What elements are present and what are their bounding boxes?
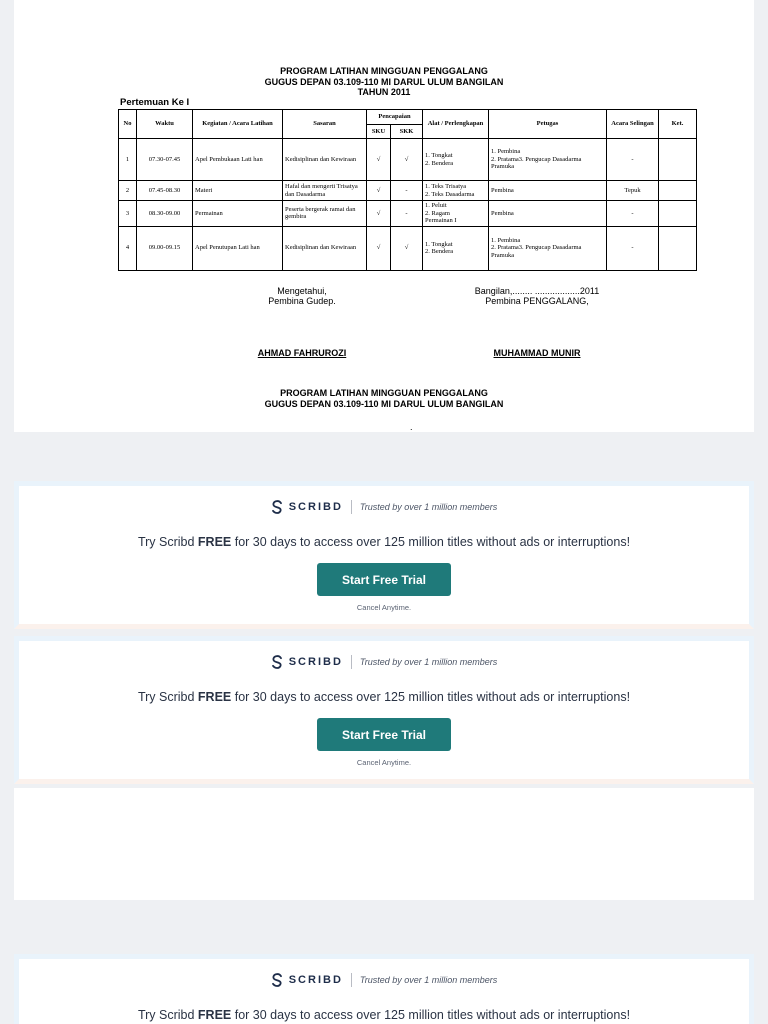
header-acara: Acara Selingan	[607, 110, 659, 139]
document-page	[14, 0, 754, 432]
scribd-logo-icon	[271, 655, 283, 669]
header-ket: Ket.	[659, 110, 697, 139]
cell-petugas: Pembina	[489, 181, 607, 201]
cell-sku: √	[367, 181, 391, 201]
header-sku: SKU	[367, 125, 391, 139]
signature-block-left	[222, 286, 382, 306]
title-line-1: PROGRAM LATIHAN MINGGUAN PENGGALANG	[280, 66, 488, 76]
trust-text: Trusted by over 1 million members	[359, 502, 498, 512]
schedule-table	[118, 109, 697, 271]
trust-text: Trusted by over 1 million members	[359, 975, 498, 985]
table-row	[119, 139, 697, 181]
cell-waktu: 08.30-09.00	[137, 201, 193, 227]
cell-alat: 1. Tongkat 2. Bendera	[423, 226, 489, 270]
cell-waktu: 07.45-08.30	[137, 181, 193, 201]
document-title-repeat	[14, 388, 754, 409]
signature-left-line2: Pembina Gudep.	[268, 296, 336, 306]
trust-text: Trusted by over 1 million members	[359, 657, 498, 667]
scribd-promo-banner	[14, 481, 754, 629]
cell-no: 1	[119, 139, 137, 181]
title-line-3: TAHUN 2011	[357, 87, 411, 97]
cell-kegiatan: Apel Pembukaan Lati han	[193, 139, 283, 181]
cell-sku: √	[367, 201, 391, 227]
cell-skk: -	[391, 201, 423, 227]
cell-acara: -	[607, 139, 659, 181]
cell-kegiatan: Permainan	[193, 201, 283, 227]
brand-divider	[351, 973, 352, 987]
cell-acara: -	[607, 201, 659, 227]
document-page-blank	[14, 788, 754, 900]
title-line-2: GUGUS DEPAN 03.109-110 MI DARUL ULUM BANGILAN	[264, 76, 504, 87]
promo-message-free: FREE	[197, 1008, 232, 1022]
cell-petugas: 1. Pembina 2. Pratama3. Pengucap Dasadarma Pramuka	[489, 139, 607, 181]
scribd-brand: SCRIBD	[288, 974, 343, 986]
scribd-promo-banner	[14, 636, 754, 784]
cancel-anytime-text: Cancel Anytime.	[356, 758, 412, 767]
title-repeat-line-1: PROGRAM LATIHAN MINGGUAN PENGGALANG	[280, 388, 488, 398]
promo-message-free: FREE	[197, 690, 232, 704]
meeting-label: Pertemuan Ke I	[120, 97, 190, 108]
cell-sku: √	[367, 226, 391, 270]
promo-message	[19, 690, 749, 704]
cell-petugas: 1. Pembina 2. Pratama3. Pengucap Dasadarma Pramuka	[489, 226, 607, 270]
cell-waktu: 07.30-07.45	[137, 139, 193, 181]
header-skk: SKK	[391, 125, 423, 139]
promo-message-free: FREE	[197, 535, 232, 549]
cell-sasaran: Hafal dan mengerti Trisatya dan Dasadarma	[283, 181, 367, 201]
cell-sasaran: Kedisiplinan dan Kewiraan	[283, 139, 367, 181]
cell-alat: 1. Peluit 2. Ragam Permainan I	[423, 201, 489, 227]
signature-left-line1: Mengetahui,	[277, 286, 327, 296]
scribd-brand: SCRIBD	[288, 656, 343, 668]
header-waktu: Waktu	[137, 110, 193, 139]
scribd-promo-banner	[14, 954, 754, 1024]
header-alat: Alat / Perlengkapan	[423, 110, 489, 139]
cell-petugas: Pembina	[489, 201, 607, 227]
cell-alat: 1. Tongkat 2. Bendera	[423, 139, 489, 181]
promo-message-suffix: for 30 days to access over 125 million titles without ads or interruptions!	[231, 690, 631, 704]
cell-acara: -	[607, 226, 659, 270]
promo-brand-row	[19, 655, 749, 669]
header-petugas: Petugas	[489, 110, 607, 139]
signature-left-name: AHMAD FAHRUROZI	[257, 348, 347, 358]
promo-message	[19, 535, 749, 549]
promo-message-suffix: for 30 days to access over 125 million titles without ads or interruptions!	[231, 535, 631, 549]
brand-divider	[351, 500, 352, 514]
title-repeat-line-2: GUGUS DEPAN 03.109-110 MI DARUL ULUM BANGILAN	[264, 398, 504, 409]
cancel-anytime-text: Cancel Anytime.	[356, 603, 412, 612]
header-no: No	[119, 110, 137, 139]
promo-message-prefix: Try Scribd	[137, 690, 198, 704]
signature-right-line1: Bangilan,........ ..................2011	[474, 286, 600, 296]
promo-message	[19, 1008, 749, 1022]
document-title	[14, 66, 754, 98]
promo-message-prefix: Try Scribd	[137, 535, 198, 549]
table-row	[119, 226, 697, 270]
header-pencapaian: Pencapaian	[367, 110, 423, 125]
cell-no: 2	[119, 181, 137, 201]
cell-kegiatan: Apel Penutupan Lati han	[193, 226, 283, 270]
start-free-trial-button[interactable]: Start Free Trial	[317, 563, 451, 596]
cell-sasaran: Kedisiplinan dan Kewiraan	[283, 226, 367, 270]
signature-right-name: MUHAMMAD MUNIR	[493, 348, 581, 358]
cell-ket	[659, 181, 697, 201]
cell-alat: 1. Teks Trisatya 2. Teks Dasadarma	[423, 181, 489, 201]
table-row	[119, 201, 697, 227]
signature-right-line2: Pembina PENGGALANG,	[485, 296, 589, 306]
cell-sku: √	[367, 139, 391, 181]
table-row	[119, 181, 697, 201]
cell-ket	[659, 226, 697, 270]
cell-ket	[659, 139, 697, 181]
promo-message-suffix: for 30 days to access over 125 million titles without ads or interruptions!	[231, 1008, 631, 1022]
cell-no: 4	[119, 226, 137, 270]
scribd-brand: SCRIBD	[288, 501, 343, 513]
promo-brand-row	[19, 500, 749, 514]
header-kegiatan: Kegiatan / Acara Latihan	[193, 110, 283, 139]
brand-divider	[351, 655, 352, 669]
start-free-trial-button[interactable]: Start Free Trial	[317, 718, 451, 751]
cell-sasaran: Peserta bergerak ramai dan gembira	[283, 201, 367, 227]
cell-skk: √	[391, 139, 423, 181]
cell-waktu: 09.00-09.15	[137, 226, 193, 270]
scribd-logo-icon	[271, 973, 283, 987]
header-sasaran: Sasaran	[283, 110, 367, 139]
promo-brand-row	[19, 973, 749, 987]
cell-skk: √	[391, 226, 423, 270]
scribd-logo-icon	[271, 500, 283, 514]
signature-block-right	[444, 286, 630, 306]
cell-skk: -	[391, 181, 423, 201]
promo-message-prefix: Try Scribd	[137, 1008, 198, 1022]
cell-kegiatan: Materi	[193, 181, 283, 201]
cell-acara: Tepuk	[607, 181, 659, 201]
trailing-dot: .	[410, 422, 413, 432]
cell-no: 3	[119, 201, 137, 227]
cell-ket	[659, 201, 697, 227]
